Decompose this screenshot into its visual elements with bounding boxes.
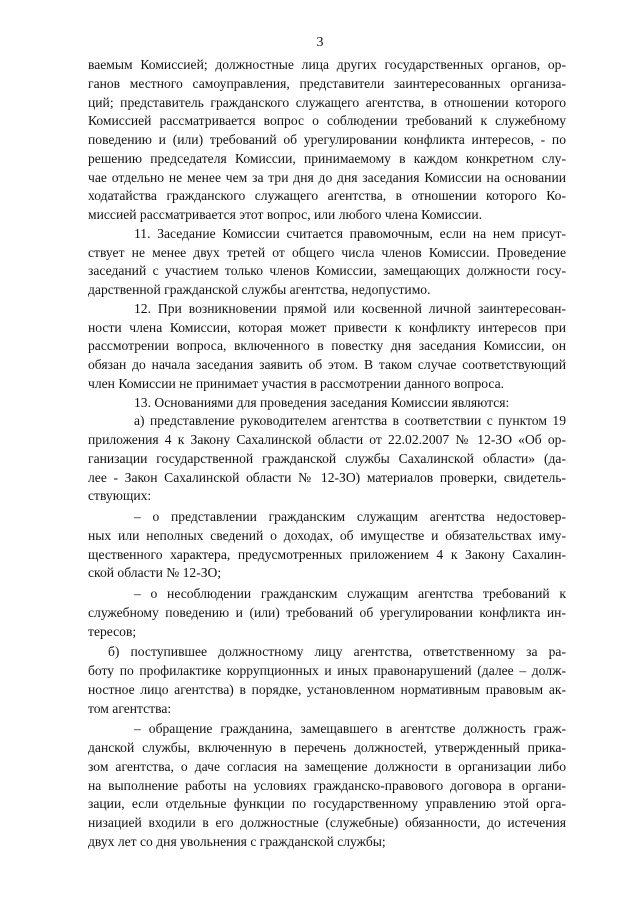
text-line: боту по профилактике коррупционных и иных правонарушений (далее – долж- <box>88 663 566 678</box>
text-line: дарственной гражданской службы агентства, недопустимо. <box>88 282 431 297</box>
text-line: ций; представитель гражданского служащего агентства, в отношении которого <box>88 94 566 110</box>
page-number: 3 <box>316 35 324 50</box>
text-line: ных или неполных сведений о доходах, об имуществе и обязательствах иму- <box>88 527 566 543</box>
text-line: 12. При возникновении прямой или косвенной личной заинтересован- <box>134 300 566 316</box>
text-line: тересов; <box>88 623 137 639</box>
text-line: а) представление руководителем агентства в соответствии с пунктом 19 <box>134 413 566 429</box>
text-line: б) поступившее должностному лицу агентства, ответственному за ра- <box>108 644 566 660</box>
document-body <box>88 56 566 852</box>
text-line: ствующих: <box>88 488 152 504</box>
text-line: ности члена Комиссии, которая может привести к конфликту интересов при <box>88 319 566 335</box>
text-line: зации, если отдельные функции по государственному управлению этой орга- <box>88 796 566 812</box>
text-line: ской области № 12-ЗО; <box>88 565 222 581</box>
text-line: Комиссией рассматривается вопрос о соблюдении требований к служебному <box>88 113 566 129</box>
text-line: чае отдельно не менее чем за три дня до дня заседания Комиссии на основании <box>88 169 566 185</box>
text-line: решению председателя Комиссии, принимаемому в каждом конкретном слу- <box>88 150 566 166</box>
text-line: на выполнение работы на условиях гражданско-правового договора в органи- <box>88 777 566 793</box>
text-line: ганов местного самоуправления, представители заинтересованных организа- <box>88 75 566 91</box>
text-line: зом агентства, о даче согласия на замещение должности в организации либо <box>88 758 566 774</box>
text-line: лее - Закон Сахалинской области № 12-ЗО) материалов проверки, свидетель- <box>88 469 566 485</box>
text-line: приложения 4 к Закону Сахалинской области от 22.02.2007 № 12-ЗО «Об ор- <box>88 432 566 447</box>
text-line: заседаний с участием только членов Комиссии, замещающих должности госу- <box>88 263 566 279</box>
text-line: член Комиссии не принимает участия в рассмотрении данного вопроса. <box>88 375 505 391</box>
text-line: – о несоблюдении гражданским служащим агентства требований к <box>134 586 566 601</box>
text-line: низацией входили в его должностные (служебные) обязанности, до истечения <box>88 815 566 830</box>
text-line: миссией рассматривается этот вопрос, или любого члена Комиссии. <box>88 207 482 222</box>
text-line: ганизации государственной гражданской службы Сахалинской области» (да- <box>88 450 566 466</box>
text-line: ходатайства гражданского служащего агентства, в отношении которого Ко- <box>88 188 566 204</box>
text-line: 11. Заседание Комиссии считается правомочным, если на нем присут- <box>134 225 566 241</box>
text-line: ваемым Комиссией; должностные лица других государственных органов, ор- <box>88 57 566 72</box>
text-line: обязан до начала заседания заявить об этом. В таком случае соответствующий <box>88 357 566 372</box>
text-line: – обращение гражданина, замещавшего в агентстве должность граж- <box>134 721 566 737</box>
text-line: рассмотрении вопроса, включенного в повестку дня заседания Комиссии, он <box>88 338 566 354</box>
text-line: ствует не менее двух третей от общего числа членов Комиссии. Проведение <box>88 244 566 260</box>
text-line: поведению и (или) требований об урегулировании конфликта интересов, - по <box>88 132 566 147</box>
text-line: 13. Основаниями для проведения заседания Комиссии являются: <box>134 394 510 410</box>
text-line: двух лет со дня увольнения с гражданской службы; <box>88 833 386 849</box>
text-line: – о представлении гражданским служащим агентства недостовер- <box>134 509 566 524</box>
text-line: служебному поведению и (или) требований об урегулировании конфликта ин- <box>88 604 566 620</box>
text-line: щественного характера, предусмотренных приложением 4 к Закону Сахалин- <box>88 546 566 562</box>
text-line: ностное лицо агентства) в порядке, установленном нормативным правовым ак- <box>88 681 566 697</box>
text-line: данской службы, включенную в перечень должностей, утвержденный прика- <box>88 740 566 755</box>
text-line: том агентства: <box>88 700 172 716</box>
